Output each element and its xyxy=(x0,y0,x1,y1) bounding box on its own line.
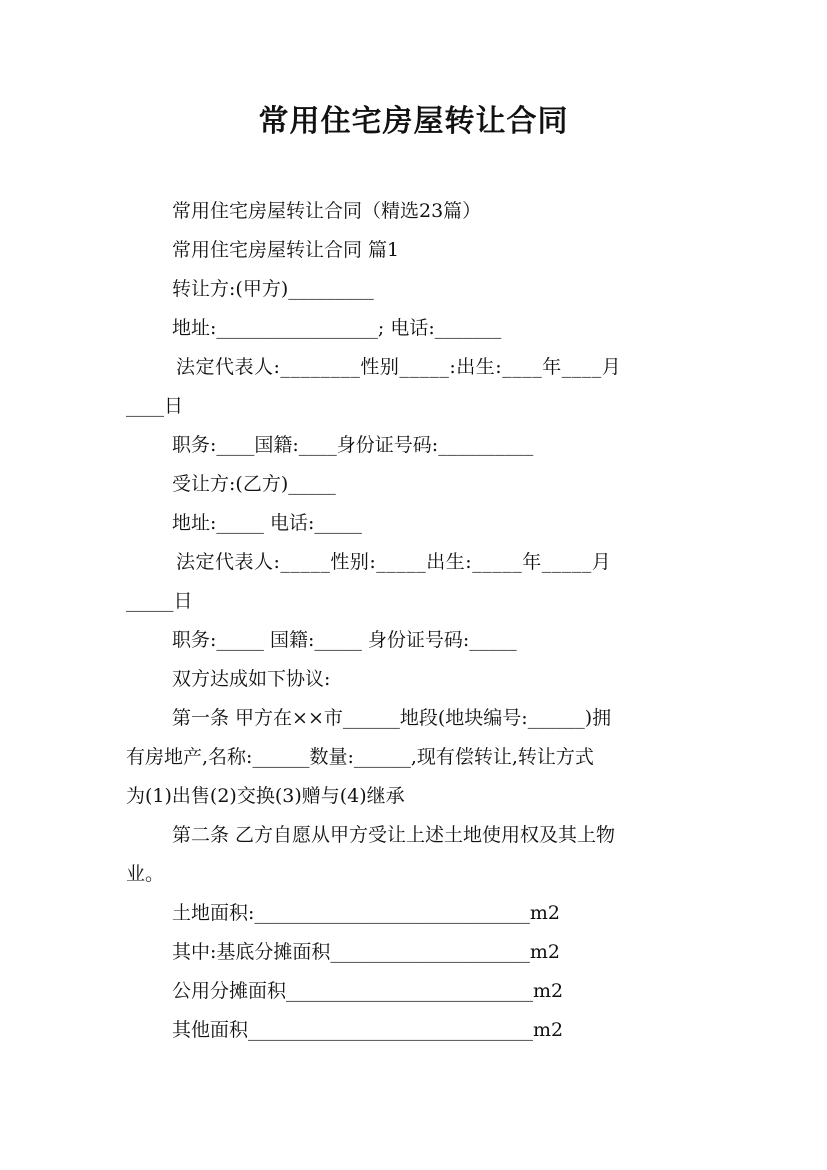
base-shared-area-line: 其中:基底分摊面积_____________________m2 xyxy=(172,941,561,963)
transferee-day-line: _____日 xyxy=(126,590,193,612)
subtitle-line: 常用住宅房屋转让合同（精选23篇） xyxy=(172,200,482,222)
transferor-address-line: 地址:_________________; 电话:_______ xyxy=(172,317,502,339)
article-two-line-1: 第二条 乙方自愿从甲方受让上述土地使用权及其上物 xyxy=(172,824,616,846)
land-area-line: 土地面积:_____________________________m2 xyxy=(172,902,561,924)
transferee-address-line: 地址:_____ 电话:_____ xyxy=(172,512,362,534)
other-area-line: 其他面积______________________________m2 xyxy=(172,1019,564,1041)
article-one-line-1: 第一条 甲方在××市______地段(地块编号:______)拥 xyxy=(172,707,612,729)
transferee-line: 受让方:(乙方)_____ xyxy=(172,473,336,495)
transferor-day-line: ____日 xyxy=(126,395,184,417)
transferor-representative-line: 法定代表人:________性别_____:出生:____年____月 xyxy=(176,356,622,378)
document-title: 常用住宅房屋转让合同 xyxy=(258,104,569,139)
transferor-position-line: 职务:____国籍:____身份证号码:__________ xyxy=(172,434,534,456)
article-one-line-2: 有房地产,名称:______数量:______,现有偿转让,转让方式 xyxy=(126,746,594,768)
transferee-position-line: 职务:_____ 国籍:_____ 身份证号码:_____ xyxy=(172,629,517,651)
transferee-representative-line: 法定代表人:_____性别:_____出生:_____年_____月 xyxy=(176,551,612,573)
transferor-line: 转让方:(甲方)_________ xyxy=(172,278,374,300)
article-two-line-2: 业。 xyxy=(126,863,165,885)
public-shared-area-line: 公用分摊面积__________________________m2 xyxy=(172,980,564,1002)
article-one-line-3: 为(1)出售(2)交换(3)赠与(4)继承 xyxy=(126,785,405,807)
agreement-intro-line: 双方达成如下协议: xyxy=(172,668,331,690)
section-heading: 常用住宅房屋转让合同 篇1 xyxy=(172,239,400,261)
